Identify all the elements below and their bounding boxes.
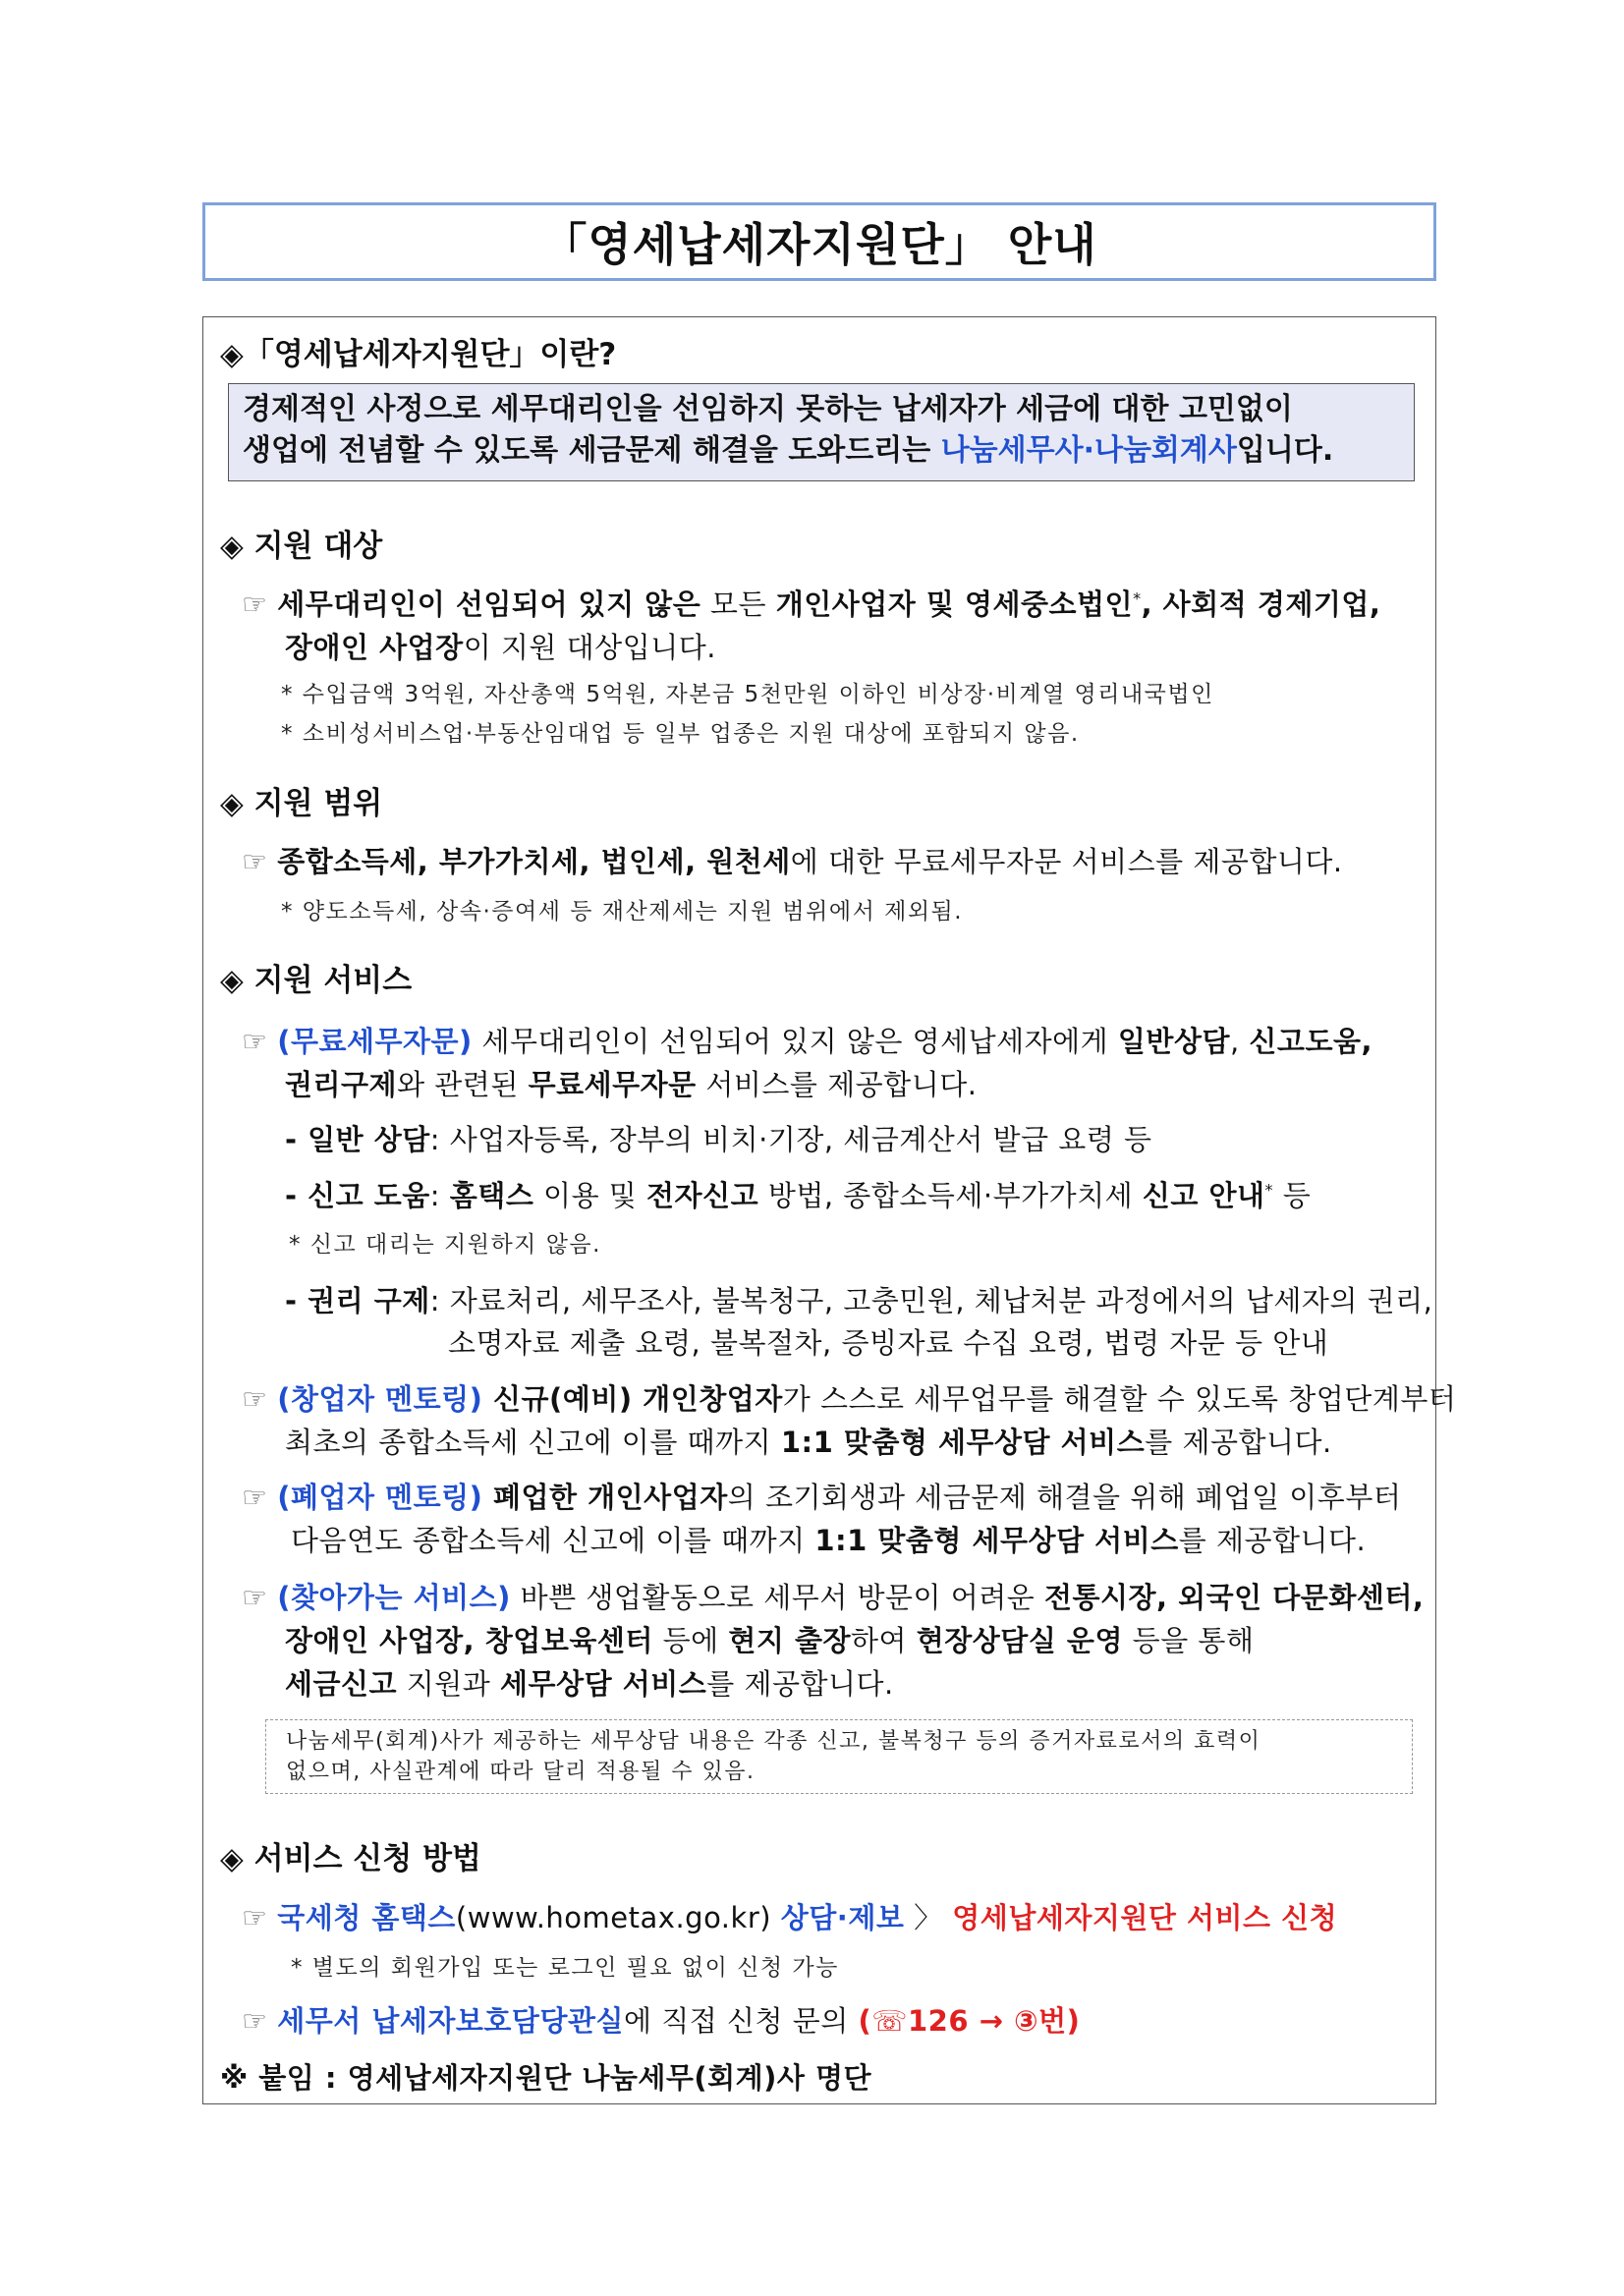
- pointer-icon: ☞: [242, 845, 268, 878]
- relief-line2: 소명자료 제출 요령, 불복절차, 증빙자료 수집 요령, 법령 자문 등 안내: [448, 1326, 1329, 1360]
- attachment-note: ※ 붙임 : 영세납세자지원단 나눔세무(회계)사 명단: [220, 2061, 872, 2095]
- disclaimer-box: [265, 1719, 1413, 1794]
- target-note1: * 수입금액 3억원, 자산총액 5억원, 자본금 5천만원 이하인 비상장·비계열 영리내국법인: [281, 682, 1214, 707]
- scope-line1: ☞ 종합소득세, 부가가치세, 법인세, 원천세에 대한 무료세무자문 서비스를 제공합니다.: [242, 845, 1343, 878]
- pointer-icon: ☞: [242, 588, 268, 621]
- target-line1: ☞ 세무대리인이 선임되어 있지 않은 모든 개인사업자 및 영세중소법인*, 사회적 경제기업,: [242, 588, 1381, 621]
- pointer-icon: ☞: [242, 1581, 268, 1614]
- target-line2: 장애인 사업장이 지원 대상입니다.: [285, 631, 716, 664]
- apply-heading: ◈ 서비스 신청 방법: [220, 1841, 481, 1876]
- disclaimer-line1: 나눔세무(회계)사가 제공하는 세무상담 내용은 각종 신고, 불복청구 등의 증거자료로서의 효력이: [286, 1729, 1261, 1754]
- apply-method2: ☞ 세무서 납세자보호담당관실에 직접 신청 문의 (☏126 → ③번): [242, 2004, 1081, 2038]
- startup-line1: ☞ (창업자 멘토링) 신규(예비) 개인창업자가 스스로 세무업무를 해결할 수 있도록 창업단계부터: [242, 1382, 1457, 1416]
- startup-line2: 최초의 종합소득세 신고에 이를 때까지 1:1 맞춤형 세무상담 서비스를 제공합니다.: [285, 1426, 1332, 1459]
- pointer-icon: ☞: [242, 1481, 268, 1514]
- page-title: 「영세납세자지원단」 안내: [541, 218, 1097, 271]
- definition-box: [228, 383, 1415, 481]
- pointer-icon: ☞: [242, 1382, 268, 1416]
- what-is-heading: ◈「영세납세자지원단」이란?: [220, 337, 617, 372]
- definition-line1: 경제적인 사정으로 세무대리인을 선임하지 못하는 납세자가 세금에 대한 고민없이: [243, 392, 1293, 426]
- pointer-icon: ☞: [242, 1901, 268, 1934]
- free-advice-line1: ☞ (무료세무자문) 세무대리인이 선임되어 있지 않은 영세납세자에게 일반상담, 신고도움,: [242, 1025, 1373, 1058]
- relief-line1: - 권리 구제: 자료처리, 세무조사, 불복청구, 고충민원, 체납처분 과정에서의 납세자의 권리,: [285, 1284, 1433, 1317]
- filing-note: * 신고 대리는 지원하지 않음.: [289, 1232, 601, 1258]
- definition-highlight: 나눔세무사·나눔회계사: [940, 433, 1237, 468]
- apply-method1-note: * 별도의 회원가입 또는 로그인 필요 없이 신청 가능: [291, 1955, 839, 1981]
- disclaimer-line2: 없으며, 사실관계에 따라 달리 적용될 수 있음.: [286, 1760, 756, 1784]
- pointer-icon: ☞: [242, 1025, 268, 1058]
- visiting-line2: 장애인 사업장, 창업보육센터 등에 현지 출장하여 현장상담실 운영 등을 통해: [285, 1624, 1255, 1657]
- general-consult: - 일반 상담: 사업자등록, 장부의 비치·기장, 세금계산서 발급 요령 등: [285, 1123, 1152, 1156]
- free-advice-line2: 권리구제와 관련된 무료세무자문 서비스를 제공합니다.: [285, 1068, 978, 1101]
- visiting-line3: 세금신고 지원과 세무상담 서비스를 제공합니다.: [285, 1667, 894, 1701]
- target-note2: * 소비성서비스업·부동산임대업 등 일부 업종은 지원 대상에 포함되지 않음.: [281, 721, 1080, 747]
- services-heading: ◈ 지원 서비스: [220, 963, 413, 998]
- filing-help: - 신고 도움: 홈택스 이용 및 전자신고 방법, 종합소득세·부가가치세 신고 안내* 등: [285, 1179, 1312, 1212]
- scope-heading: ◈ 지원 범위: [220, 786, 383, 821]
- closure-line1: ☞ (폐업자 멘토링) 폐업한 개인사업자의 조기회생과 세금문제 해결을 위해 폐업일 이후부터: [242, 1481, 1402, 1514]
- target-heading: ◈ 지원 대상: [220, 529, 383, 564]
- definition-line2: 생업에 전념할 수 있도록 세금문제 해결을 도와드리는 나눔세무사·나눔회계사입니다.: [243, 433, 1334, 468]
- visiting-line1: ☞ (찾아가는 서비스) 바쁜 생업활동으로 세무서 방문이 어려운 전통시장, 외국인 다문화센터,: [242, 1581, 1425, 1614]
- apply-method1: ☞ 국세청 홈택스(www.hometax.go.kr) 상담·제보 〉 영세납세자지원단 서비스 신청: [242, 1901, 1338, 1934]
- scope-note1: * 양도소득세, 상속·증여세 등 재산제세는 지원 범위에서 제외됨.: [281, 899, 964, 924]
- closure-line2: 다음연도 종합소득세 신고에 이를 때까지 1:1 맞춤형 세무상담 서비스를 제공합니다.: [291, 1524, 1367, 1557]
- title-box: [202, 202, 1436, 281]
- pointer-icon: ☞: [242, 2004, 268, 2038]
